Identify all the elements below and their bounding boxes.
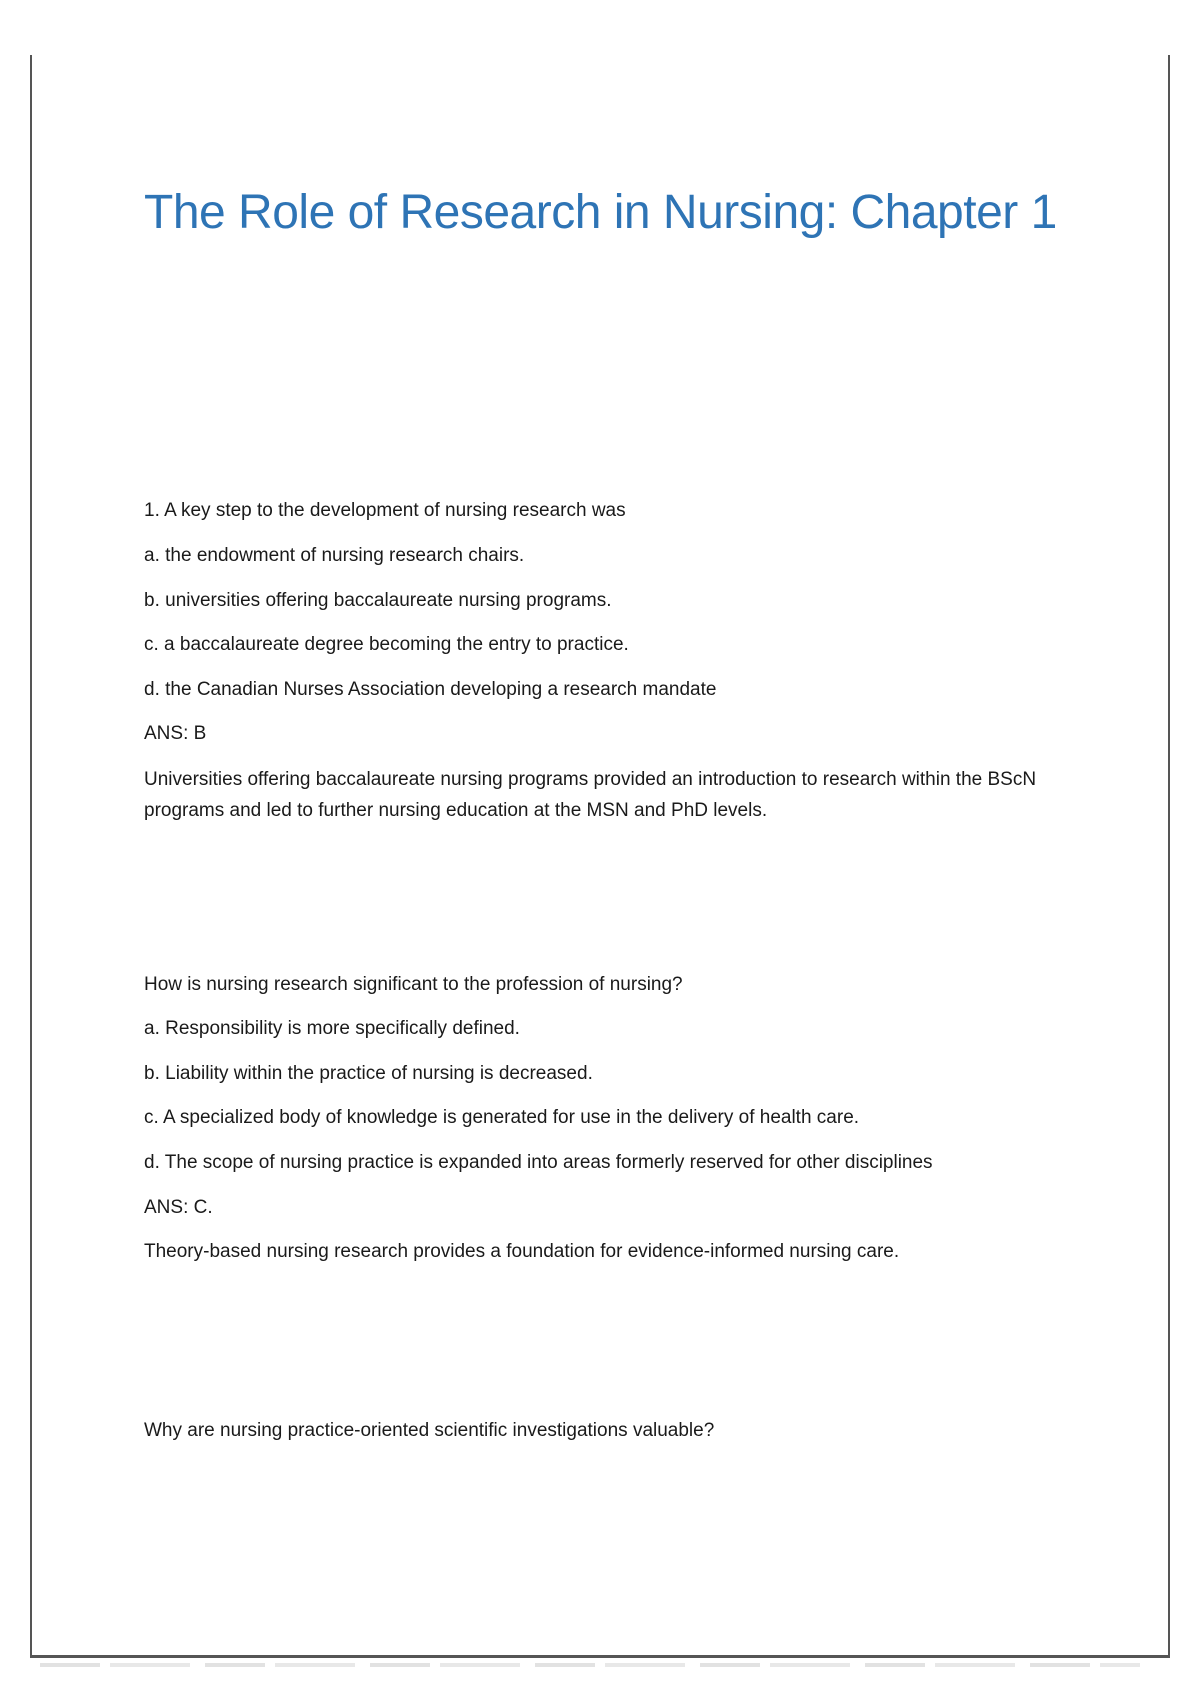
- question-2-option-b: b. Liability within the practice of nursing is decreased.: [144, 1063, 593, 1084]
- question-1-option-a: a. the endowment of nursing research chairs.: [144, 545, 525, 566]
- question-1-option-d: d. the Canadian Nurses Association developing a research mandate: [144, 679, 717, 700]
- question-1-stem: 1. A key step to the development of nursing research was: [144, 500, 626, 521]
- question-1-answer: ANS: B: [144, 723, 207, 744]
- question-2-option-d: d. The scope of nursing practice is expanded into areas formerly reserved for other disciplines: [144, 1152, 933, 1173]
- question-2-stem: How is nursing research significant to the profession of nursing?: [144, 974, 683, 995]
- question-2-answer: ANS: C.: [144, 1197, 213, 1218]
- question-2-option-c: c. A specialized body of knowledge is generated for use in the delivery of health care.: [144, 1107, 860, 1128]
- question-2-option-a: a. Responsibility is more specifically defined.: [144, 1018, 520, 1039]
- question-2-rationale: Theory-based nursing research provides a foundation for evidence-informed nursing care.: [144, 1241, 900, 1262]
- footer-strip: [40, 1663, 1140, 1667]
- document-title: The Role of Research in Nursing: Chapter 1: [144, 186, 1057, 239]
- question-3-stem: Why are nursing practice-oriented scientific investigations valuable?: [144, 1420, 715, 1441]
- question-1-option-b: b. universities offering baccalaureate nursing programs.: [144, 590, 612, 611]
- document-page: [30, 55, 1170, 1658]
- question-1-rationale: Universities offering baccalaureate nursing programs provided an introduction to research within the BScN programs and led to further nursing education at the MSN and PhD levels.: [144, 769, 1037, 821]
- question-1-option-c: c. a baccalaureate degree becoming the entry to practice.: [144, 634, 629, 655]
